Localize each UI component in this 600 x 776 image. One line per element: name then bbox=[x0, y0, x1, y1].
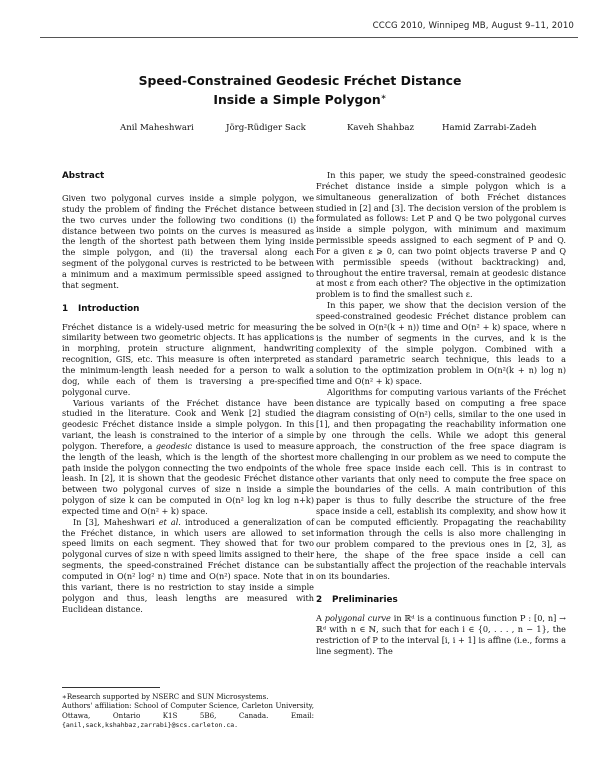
title-line-2-text: Inside a Simple Polygon bbox=[213, 92, 381, 107]
footnote-line-2 bbox=[62, 701, 314, 730]
abstract-text: Given two polygonal curves inside a simple polygon, we study the problem of finding the Fréchet distance between the two curves under the following two conditions (i) the distance between two points on the curves is measured as the length of the shortest path between them lying inside the simple polygon, and (ii) the traversal along each segment of the polygonal curves is restricted to be between a minimum and a maximum permissible speed assigned to that segment. bbox=[62, 193, 314, 290]
intro-p3-part-b: introduced a generalization of the Fréchet distance, in which users are allowed to set speed limits on each segment. They showed that for two polygonal curves of size n with speed limits assigned to their segments, the speed-constrained Fréchet distance can be computed in O(n² log² n) time and O(n²) space. Note that in this variant, there is no restriction to stay inside a simple polygon and thus, leash lengths are measured with Euclidean distance. bbox=[62, 516, 314, 614]
footnote-rule bbox=[62, 687, 160, 688]
running-head: CCCG 2010, Winnipeg MB, August 9–11, 2010 bbox=[372, 21, 574, 31]
author-2: Jörg-Rüdiger Sack bbox=[226, 123, 306, 133]
intro-p3-part-a: In [3], Maheshwari bbox=[73, 516, 155, 527]
right-paragraph-2: In this paper, we show that the decision version of the speed-constrained geodesic Fréchet distance problem can be solved in O(n²(k + n)) time and O(n² + k) space, where n is the number of segments in the curves, and k is the complexity of the simple polygon. Combined with a standard parametric search technique, this leads to a solution to the optimization problem in O(n²(k + n) log n) time and O(n² + k) space. bbox=[316, 300, 566, 387]
section-2-number: 2 bbox=[316, 595, 323, 606]
left-column bbox=[62, 170, 314, 614]
section-1-title: Introduction bbox=[78, 303, 140, 314]
footnote bbox=[62, 687, 314, 730]
preliminaries-paragraph-1 bbox=[316, 613, 566, 656]
intro-paragraph-2 bbox=[62, 398, 314, 517]
abstract-heading: Abstract bbox=[62, 171, 105, 181]
intro-p2-part-a: Various variants of the Fréchet distance have been studied in the literature. Cook and Wenk [2] studied the geodesic Fréchet distance inside a simple polygon. In this variant, the leash is constrained to the interior of a simple polygon. Therefore, a bbox=[62, 397, 314, 451]
right-paragraph-1: In this paper, we study the speed-constrained geodesic Fréchet distance inside a simple polygon which is a simultaneous generalization of both Fréchet distances studied in [2] and [3]. The decision version of the problem is formulated as follows: Let P and Q be two polygonal curves inside a simple polygon, with minimum and maximum permissible speeds assigned to each segment of P and Q. For a given ε ⩾ 0, can two point objects traverse P and Q with permissible speeds (without backtracking) and, throughout the entire traversal, remain at geodesic distance at most ε from each other? The objective in the optimization problem is to find the smallest such ε. bbox=[316, 170, 566, 300]
footnote-affiliation: Authors' affiliation: School of Computer Science, Carleton University, Ottawa, Ontario K1S 5B6, Canada. Email: bbox=[62, 701, 314, 720]
section-1-number: 1 bbox=[62, 303, 69, 314]
intro-p2-emphasis: geodesic bbox=[155, 440, 193, 451]
header-rule bbox=[40, 37, 578, 38]
right-column bbox=[316, 170, 566, 656]
section-2-title: Preliminaries bbox=[332, 595, 398, 606]
author-3: Kaveh Shahbaz bbox=[347, 123, 414, 133]
title-footnote-mark: ∗ bbox=[380, 93, 387, 101]
title-line-1: Speed-Constrained Geodesic Fréchet Distance bbox=[138, 73, 462, 88]
footnote-line-1: ∗Research supported by NSERC and SUN Microsystems. bbox=[62, 692, 269, 701]
intro-p3-emphasis: et al. bbox=[158, 516, 181, 527]
intro-p2-part-b: distance is used to measure the length of the leash, which is the length of the shortest path inside the polygon connecting the two endpoints of the leash. In [2], it is shown that the geodesic Fréchet distance between two polygonal curves of size n inside a simple polygon of size k can be computed in O(n² log kn log n+k) expected time and O(n² + k) space. bbox=[62, 440, 314, 516]
footnote-email: {anil,sack,kshahbaz,zarrabi}@scs.carleton.ca. bbox=[62, 720, 239, 729]
author-1: Anil Maheshwari bbox=[120, 123, 194, 133]
paper-title bbox=[0, 72, 600, 108]
section-1-heading bbox=[62, 303, 314, 315]
intro-paragraph-3 bbox=[62, 517, 314, 615]
prelim-part-a: A bbox=[316, 613, 322, 624]
prelim-part-b: in ℝᵈ is a continuous function P : [0, n] → ℝᵈ with n ∈ ℕ, such that for each i ∈ {0, . . . , n − 1}, the restriction of P to the interval [i, i + 1] is affine (i.e., forms a line segment). The bbox=[316, 613, 566, 656]
intro-paragraph-1: Fréchet distance is a widely-used metric for measuring the similarity between two geometric objects. It has applications in morphing, protein structure alignment, handwriting recognition, GIS, etc. This measure is often interpreted as the minimum-length leash needed for a person to walk a dog, while each of them is traversing a pre-specified polygonal curve. bbox=[62, 321, 314, 397]
author-4: Hamid Zarrabi-Zadeh bbox=[442, 123, 537, 133]
right-paragraph-3: Algorithms for computing various variants of the Fréchet distance are typically based on computing a free space diagram consisting of O(n²) cells, similar to the one used in [1], and then propagating the reachability information one by one through the cells. While we adopt this general approach, the construction of the free space diagram is more challenging in our problem as we need to compute the whole free space inside each cell. This is in contrast to other variants that only need to compute the free space on the boundaries of the cells. A main contribution of this paper is thus to fully describe the structure of the free space inside a cell, establish its complexity, and show how it can be computed efficiently. Propagating the reachability information through the cells is also more challenging in our problem compared to the previous ones in [2, 3], as here, the shape of the free space inside a cell can substantially affect the projection of the reachable intervals on its boundaries. bbox=[316, 386, 566, 582]
prelim-emphasis: polygonal curve bbox=[324, 613, 391, 624]
section-2-heading bbox=[316, 594, 566, 606]
title-line-2 bbox=[0, 89, 600, 108]
